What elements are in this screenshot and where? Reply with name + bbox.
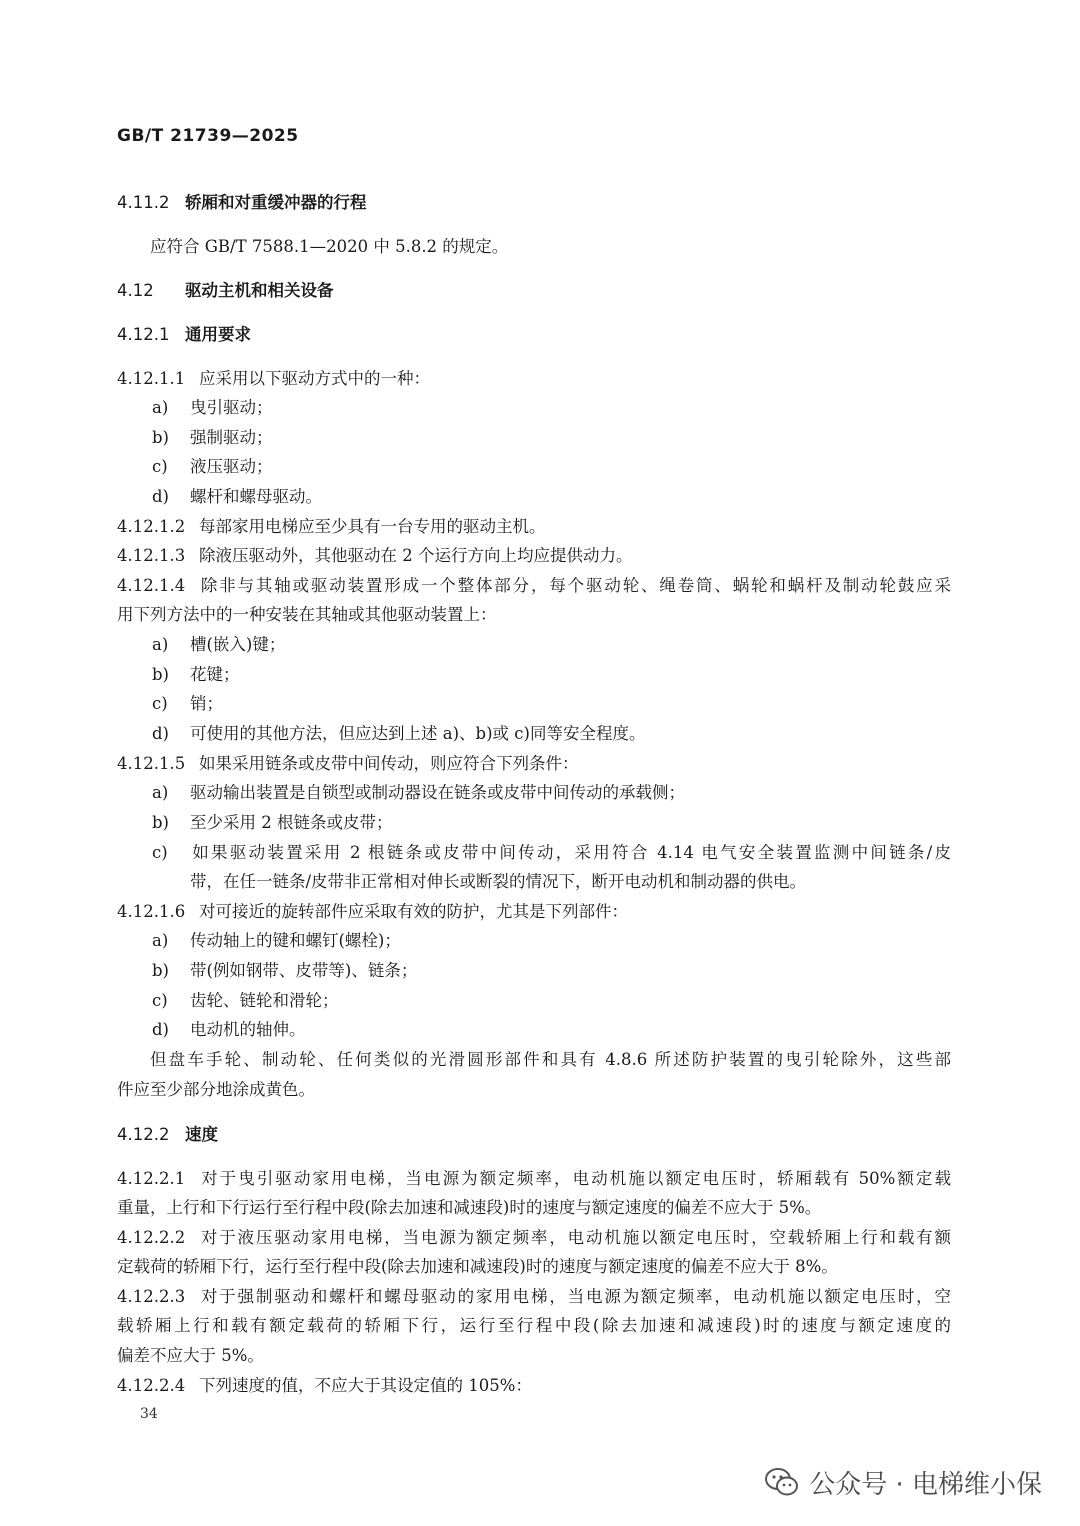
list-item: b) 花键； bbox=[152, 665, 240, 684]
list-item: b) 至少采用 2 根链条或皮带； bbox=[152, 813, 393, 832]
list-item-continuation: 带，在任一链条/皮带非正常相对伸长或断裂的情况下，断开电动机和制动器的供电。 bbox=[190, 872, 807, 891]
clause-title: 通用要求 bbox=[185, 325, 251, 344]
clause-paragraph: 4.12.1.6 对可接近的旋转部件应采取有效的防护，尤其是下列部件： bbox=[117, 902, 628, 921]
paragraph-continuation: 件应至少部分地涂成黄色。 bbox=[117, 1080, 315, 1099]
standard-header: GB/T 21739—2025 bbox=[117, 126, 299, 146]
list-item: c) 销； bbox=[152, 694, 223, 713]
paragraph-continuation: 定载荷的轿厢下行，运行至行程中段(除去加速和减速段)时的速度与额定速度的偏差不应大于 8%。 bbox=[117, 1257, 838, 1276]
clause-paragraph: 4.12.2.4 下列速度的值，不应大于其设定值的 105%： bbox=[117, 1376, 532, 1395]
list-item: c) 如果驱动装置采用 2 根链条或皮带中间传动，采用符合 4.14 电气安全装置监测中间链条/皮 bbox=[152, 843, 951, 862]
clause-heading bbox=[117, 192, 367, 214]
clause-number: 4.12.1 bbox=[117, 325, 170, 344]
paragraph-continuation: 载轿厢上行和载有额定载荷的轿厢下行，运行至行程中段(除去加速和减速段)时的速度与额定速度的 bbox=[117, 1316, 951, 1335]
clause-paragraph: 4.12.2.1 对于曳引驱动家用电梯，当电源为额定频率，电动机施以额定电压时，轿厢载有 50%额定载 bbox=[117, 1169, 951, 1188]
clause-paragraph: 4.12.1.5 如果采用链条或皮带中间传动，则应符合下列条件： bbox=[117, 754, 579, 773]
section-heading bbox=[117, 280, 334, 302]
list-item: d) 电动机的轴伸。 bbox=[152, 1020, 306, 1039]
watermark bbox=[765, 1462, 1042, 1502]
list-item: a) 驱动输出装置是自锁型或制动器设在链条或皮带中间传动的承载侧； bbox=[152, 783, 685, 802]
clause-paragraph: 4.12.1.4 除非与其轴或驱动装置形成一个整体部分，每个驱动轮、绳卷筒、蜗轮和蜗杆及制动轮鼓应采 bbox=[117, 576, 951, 595]
list-item: c) 液压驱动； bbox=[152, 457, 273, 476]
list-item: b) 带(例如钢带、皮带等)、链条； bbox=[152, 961, 418, 980]
clause-number: 4.12.1.1 bbox=[117, 369, 186, 388]
list-item: a) 传动轴上的键和螺钉(螺栓)； bbox=[152, 931, 401, 950]
clause-paragraph: 4.12.2.2 对于液压驱动家用电梯，当电源为额定频率，电动机施以额定电压时，空载轿厢上行和载有额 bbox=[117, 1228, 951, 1247]
clause-heading bbox=[117, 324, 251, 346]
list-item: b) 强制驱动； bbox=[152, 428, 273, 447]
clause-paragraph: 4.12.1.2 每部家用电梯应至少具有一台专用的驱动主机。 bbox=[117, 517, 546, 536]
clause-paragraph: 4.12.1.3 除液压驱动外，其他驱动在 2 个运行方向上均应提供动力。 bbox=[117, 546, 633, 565]
clause-title: 速度 bbox=[185, 1125, 218, 1144]
clause-title: 轿厢和对重缓冲器的行程 bbox=[185, 193, 367, 212]
paragraph-continuation: 用下列方法中的一种安装在其轴或其他驱动装置上： bbox=[117, 605, 497, 624]
wechat-icon bbox=[765, 1467, 799, 1497]
paragraph-continuation: 偏差不应大于 5%。 bbox=[117, 1346, 264, 1365]
list-item: d) 螺杆和螺母驱动。 bbox=[152, 487, 322, 506]
page-number: 34 bbox=[140, 1406, 158, 1422]
paragraph: 但盘车手轮、制动轮、任何类似的光滑圆形部件和具有 4.8.6 所述防护装置的曳引轮除外，这些部 bbox=[150, 1050, 951, 1069]
list-item: c) 齿轮、链轮和滑轮； bbox=[152, 991, 339, 1010]
clause-paragraph: 4.12.1.1 应采用以下驱动方式中的一种： bbox=[117, 369, 430, 388]
clause-number: 4.12.2 bbox=[117, 1125, 170, 1144]
clause-heading bbox=[117, 1124, 218, 1146]
clause-paragraph: 4.12.2.3 对于强制驱动和螺杆和螺母驱动的家用电梯，当电源为额定频率，电动机施以额定电压时，空 bbox=[117, 1287, 951, 1306]
list-item: d) 可使用的其他方法，但应达到上述 a)、b)或 c)同等安全程度。 bbox=[152, 724, 646, 743]
clause-number: 4.11.2 bbox=[117, 193, 170, 212]
watermark-text: 公众号 · 电梯维小保 bbox=[809, 1469, 1042, 1500]
list-item: a) 槽(嵌入)键； bbox=[152, 635, 286, 654]
clause-title: 驱动主机和相关设备 bbox=[185, 281, 334, 300]
list-item: a) 曳引驱动； bbox=[152, 398, 273, 417]
paragraph-continuation: 重量，上行和下行运行至行程中段(除去加速和减速段)时的速度与额定速度的偏差不应大于 5%。 bbox=[117, 1198, 822, 1217]
clause-number: 4.12 bbox=[117, 281, 154, 300]
paragraph: 应符合 GB/T 7588.1—2020 中 5.8.2 的规定。 bbox=[150, 237, 509, 256]
